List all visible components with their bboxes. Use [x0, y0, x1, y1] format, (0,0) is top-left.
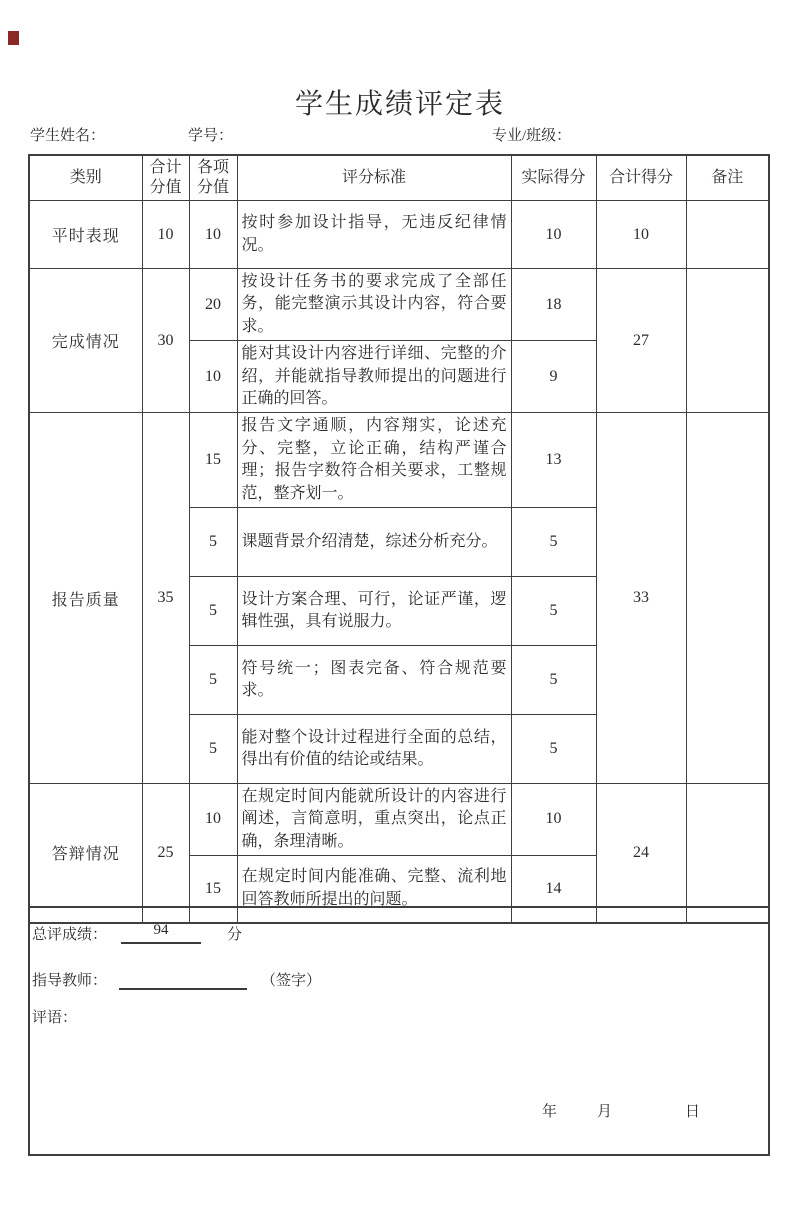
- item-value-cell: 10: [189, 783, 237, 855]
- remarks-cell: [686, 783, 769, 922]
- total-value-cell: 30: [142, 269, 189, 413]
- criteria-cell: 在规定时间内能就所设计的内容进行阐述，言简意明，重点突出，论点正确，条理清晰。: [237, 783, 511, 855]
- date-line: [30, 1100, 768, 1120]
- corner-mark: [8, 31, 19, 45]
- overall-score-value: 94: [121, 922, 201, 944]
- criteria-cell: 能对其设计内容进行详细、完整的介绍，并能就指导教师提出的问题进行正确的回答。: [237, 341, 511, 413]
- month-label: 月: [597, 1104, 613, 1120]
- header-criteria: 评分标准: [237, 155, 511, 201]
- actual-score-cell: 18: [511, 269, 596, 341]
- item-value-cell: 10: [189, 201, 237, 269]
- header-item-value: 各项分值: [189, 155, 237, 201]
- total-value-cell: 25: [142, 783, 189, 922]
- item-value-cell: 15: [189, 856, 237, 923]
- total-score-cell: 33: [596, 413, 686, 784]
- actual-score-cell: 5: [511, 645, 596, 714]
- actual-score-cell: 5: [511, 714, 596, 783]
- header-actual-score: 实际得分: [511, 155, 596, 201]
- category-cell: 答辩情况: [29, 783, 142, 922]
- advisor-line: [32, 968, 321, 990]
- student-name-label: 学生姓名：: [30, 128, 106, 144]
- item-value-cell: 15: [189, 413, 237, 508]
- remarks-cell: [686, 413, 769, 784]
- table-row: [29, 201, 769, 269]
- meta-row: [0, 124, 800, 144]
- item-value-cell: 10: [189, 341, 237, 413]
- actual-score-cell: 13: [511, 413, 596, 508]
- criteria-cell: 能对整个设计过程进行全面的总结，得出有价值的结论或结果。: [237, 714, 511, 783]
- actual-score-cell: 5: [511, 576, 596, 645]
- header-remarks: 备注: [686, 155, 769, 201]
- advisor-signature-blank: [119, 968, 247, 990]
- comment-label: 评语：: [32, 1010, 78, 1026]
- criteria-cell: 报告文字通顺，内容翔实，论述充分、完整，立论正确，结构严谨合理；报告字数符合相关要求，工整规范，整齐划一。: [237, 413, 511, 508]
- category-cell: 完成情况: [29, 269, 142, 413]
- item-value-cell: 5: [189, 714, 237, 783]
- category-cell: 平时表现: [29, 201, 142, 269]
- table-row: [29, 413, 769, 508]
- signature-label: （签字）: [261, 973, 322, 989]
- item-value-cell: 5: [189, 507, 237, 576]
- overall-score-label: 总评成绩：: [32, 927, 108, 943]
- day-label: 日: [685, 1104, 701, 1120]
- actual-score-cell: 14: [511, 856, 596, 923]
- criteria-cell: 按设计任务书的要求完成了全部任务，能完整演示其设计内容，符合要求。: [237, 269, 511, 341]
- major-class-label: 专业/班级：: [492, 128, 572, 144]
- table-header-row: [29, 155, 769, 201]
- comment-line: [32, 1006, 77, 1027]
- remarks-cell: [686, 201, 769, 269]
- actual-score-cell: 10: [511, 201, 596, 269]
- table-row: [29, 783, 769, 855]
- student-id-label: 学号：: [188, 128, 234, 144]
- actual-score-cell: 9: [511, 341, 596, 413]
- item-value-cell: 20: [189, 269, 237, 341]
- actual-score-cell: 10: [511, 783, 596, 855]
- header-total-value: 合计分值: [142, 155, 189, 201]
- table-row: [29, 269, 769, 341]
- total-score-cell: 10: [596, 201, 686, 269]
- score-unit-label: 分: [227, 927, 243, 943]
- total-score-cell: 24: [596, 783, 686, 922]
- total-value-cell: 35: [142, 413, 189, 784]
- actual-score-cell: 5: [511, 507, 596, 576]
- overall-score-line: [32, 922, 242, 944]
- header-total-score: 合计得分: [596, 155, 686, 201]
- remarks-cell: [686, 269, 769, 413]
- header-category: 类别: [29, 155, 142, 201]
- advisor-label: 指导教师：: [32, 973, 108, 989]
- criteria-cell: 课题背景介绍清楚，综述分析充分。: [237, 507, 511, 576]
- criteria-cell: 按时参加设计指导，无违反纪律情况。: [237, 201, 511, 269]
- category-cell: 报告质量: [29, 413, 142, 784]
- summary-box: [28, 906, 770, 1156]
- item-value-cell: 5: [189, 576, 237, 645]
- criteria-cell: 符号统一；图表完备、符合规范要求。: [237, 645, 511, 714]
- total-score-cell: 27: [596, 269, 686, 413]
- item-value-cell: 5: [189, 645, 237, 714]
- form-title: 学生成绩评定表: [294, 89, 505, 120]
- year-label: 年: [542, 1104, 558, 1120]
- criteria-cell: 在规定时间内能准确、完整、流利地回答教师所提出的问题。: [237, 856, 511, 923]
- total-value-cell: 10: [142, 201, 189, 269]
- score-table: [28, 154, 770, 924]
- criteria-cell: 设计方案合理、可行，论证严谨，逻辑性强，具有说服力。: [237, 576, 511, 645]
